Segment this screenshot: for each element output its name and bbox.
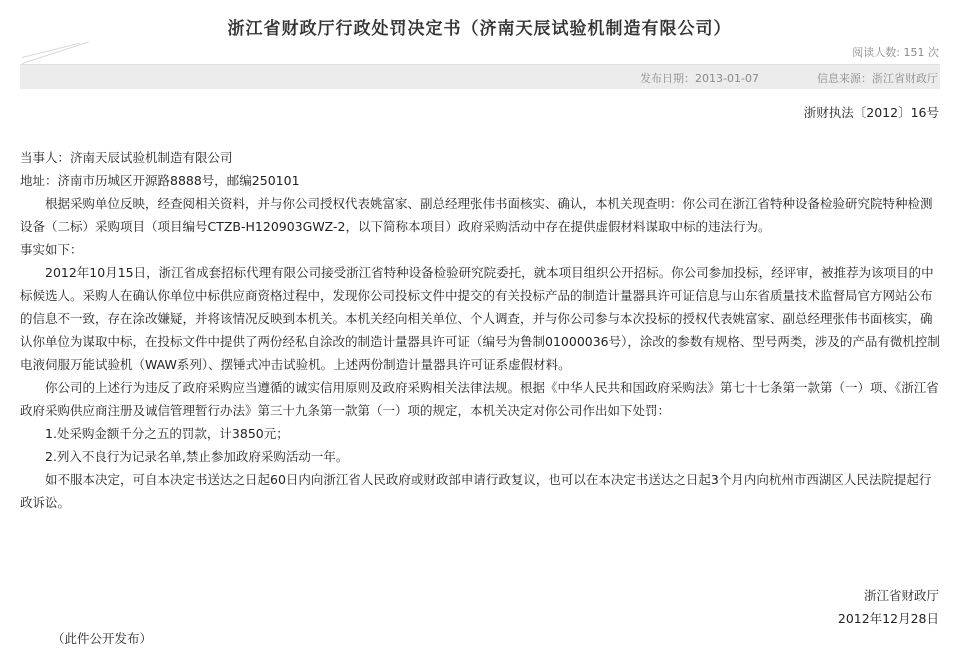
paragraph-violation: 你公司的上述行为违反了政府采购应当遵循的诚实信用原则及政府采购相关法律法规。根据《中华人民共和国政府采购法》第七十七条第一款第（一）项、《浙江省政府采购供应商注册及诚信管理暂行办法》第三十九条第一款第（一）项的规定，本机关决定对你公司作出如下处罚： [20,380,939,418]
signature-block [838,584,939,630]
publish-date: 发布日期：2013-01-07 [640,72,759,85]
signature-date: 2012年12月28日 [837,611,939,626]
party-line: 当事人：济南天辰试验机制造有限公司 [20,150,233,165]
facts-label: 事实如下： [20,242,83,257]
decorative-lines [22,41,86,65]
paragraph-findings: 根据采购单位反映，经查阅相关资料，并与你公司授权代表姚富家、副总经理张伟书面核实、确认，本机关现查明：你公司在浙江省特种设备检验研究院特种检测设备（二标）采购项目（项目编号CTZB-H120903GWZ-2，以下简称本项目）政府采购活动中存在提供虚假材料谋取中标的违法行为。 [20,196,933,234]
page-title: 浙江省财政厅行政处罚决定书（济南天辰试验机制造有限公司） [227,19,732,39]
penalty-item-2: 2.列入不良行为记录名单,禁止参加政府采购活动一年。 [45,449,349,464]
meta-bar [20,64,940,89]
signature-org: 浙江省财政厅 [863,588,939,603]
document-body [20,146,940,514]
address-line: 地址：济南市历城区开源路8888号，邮编250101 [20,173,300,188]
footer-note: （此件公开发布） [52,631,153,646]
penalty-item-1: 1.处采购金额千分之五的罚款，计3850元； [45,426,289,441]
paragraph-facts: 2012年10月15日，浙江省成套招标代理有限公司接受浙江省特种设备检验研究院委托，就本项目组织公开招标。你公司参加投标，经评审，被推荐为该项目的中标候选人。采购人在确认你单位中标供应商资格过程中，发现你公司投标文件中提交的有关投标产品的制造计量器具许可证信息与山东省质量技术监督局官方网站公布的信息不一致，存在涂改嫌疑，并将该情况反映到本机关。本机关经向相关单位、个人调查，并与你公司参与本次投标的授权代表姚富家、副总经理张伟书面核实，确认你单位为谋取中标，在投标文件中提供了两份经私自涂改的制造计量器具许可证（编号为鲁制01000036号），涂改的参数有规格、型号两类，涉及的产品有微机控制电液伺服万能试验机（WAW系列）、摆锤式冲击试验机。上述两份制造计量器具许可证系虚假材料。 [20,265,940,372]
paragraph-appeal: 如不服本决定，可自本决定书送达之日起60日内向浙江省人民政府或财政部申请行政复议，也可以在本决定书送达之日起3个月内向杭州市西湖区人民法院提起行政诉讼。 [20,472,932,510]
info-source: 信息来源：浙江省财政厅 [817,72,938,85]
document-number: 浙财执法〔2012〕16号 [803,105,939,120]
read-count: 阅读人数: 151 次 [852,46,939,59]
